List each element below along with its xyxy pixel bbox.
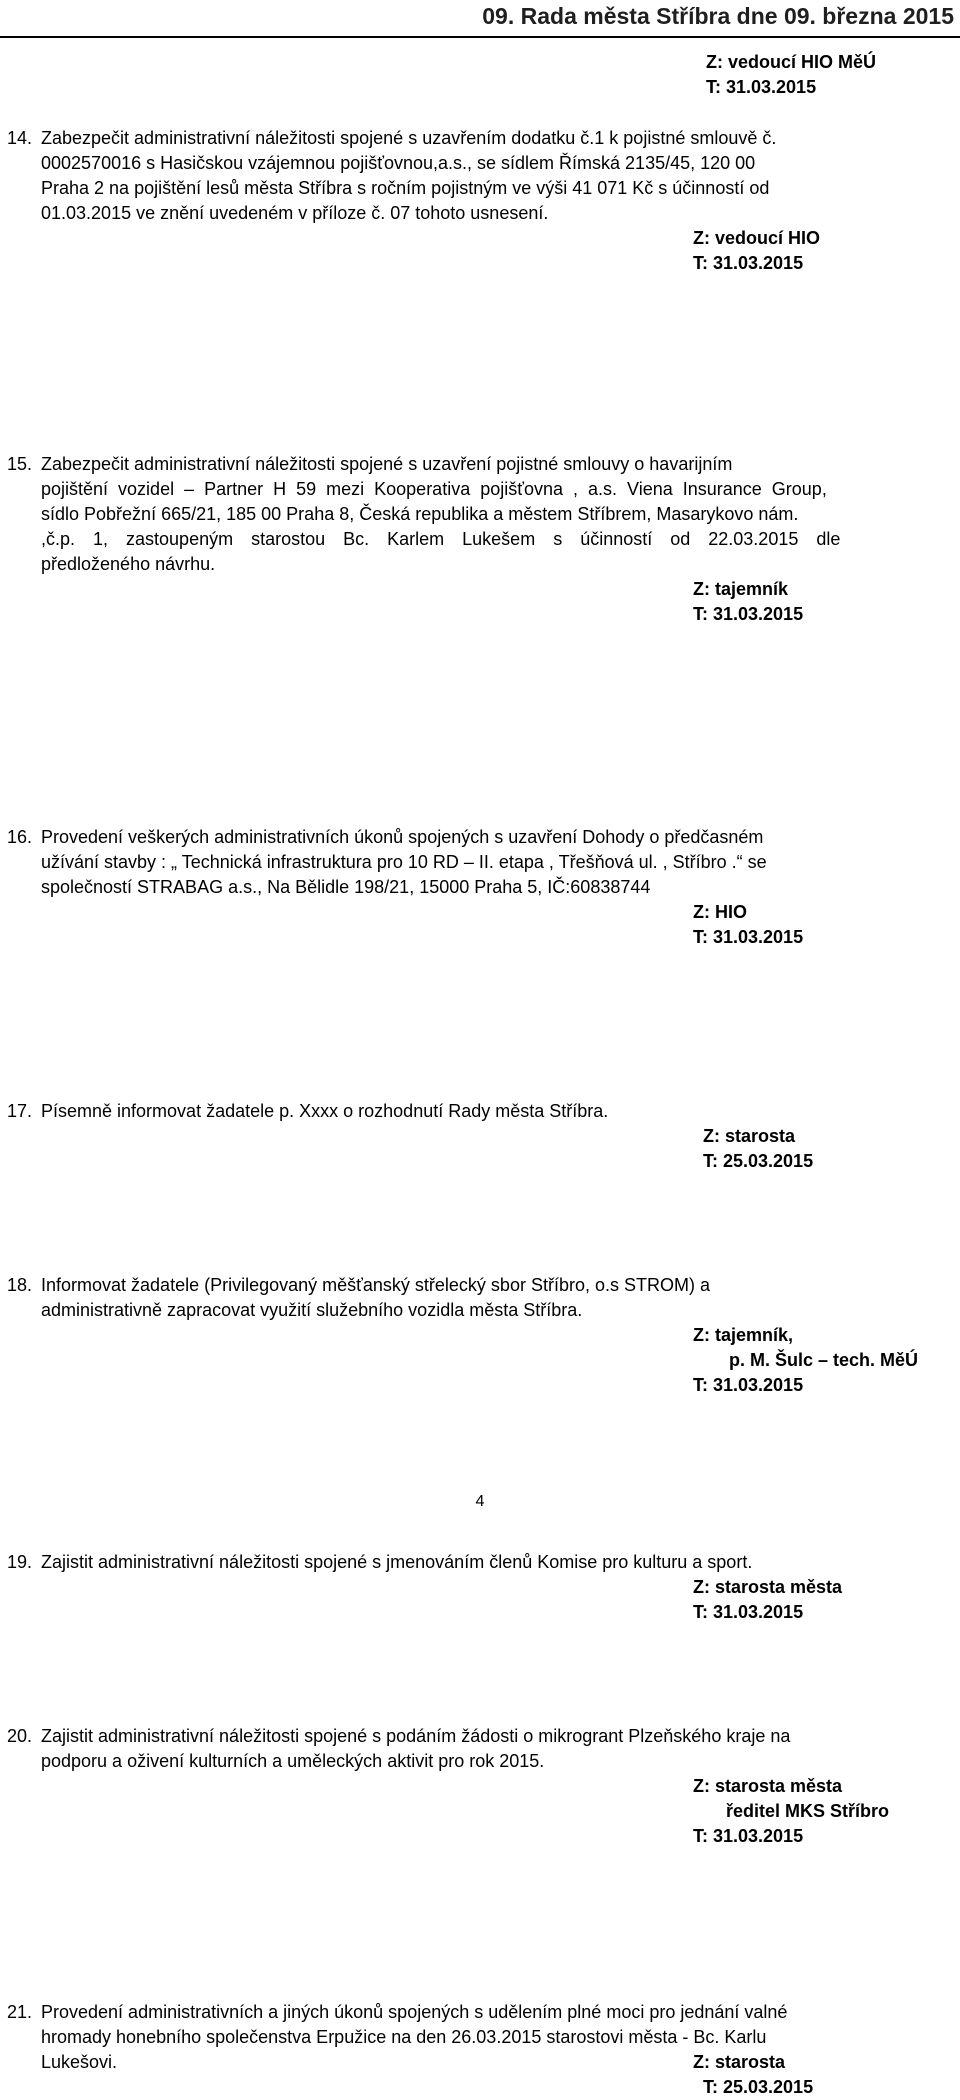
- resolution-item-19: [0, 1550, 960, 1625]
- responsible-label: Z: starosta města: [693, 1577, 843, 1597]
- item-number: 21.: [7, 2002, 33, 2022]
- deadline-label: T: 25.03.2015: [703, 2077, 814, 2097]
- responsible-label: Z: starosta: [703, 1126, 796, 1146]
- deadline-label: T: 31.03.2015: [693, 1602, 804, 1622]
- text-line: ,č.p. 1, zastoupeným starostou Bc. Karlem Lukešem s účinností od 22.03.2015 dle: [41, 529, 841, 549]
- resolution-item-14: [0, 126, 960, 276]
- responsible-label: Z: vedoucí HIO: [693, 228, 821, 248]
- text-line: společností STRABAG a.s., Na Bělidle 198/21, 15000 Praha 5, IČ:60838744: [41, 877, 651, 897]
- responsible-label: Z: starosta města: [693, 1776, 843, 1796]
- text-line: Písemně informovat žadatele p. Xxxx o rozhodnutí Rady města Stříbra.: [41, 1101, 609, 1121]
- text-line: užívání stavby : „ Technická infrastruktura pro 10 RD – II. etapa , Třešňová ul. , Stříbro .“ se: [41, 852, 767, 872]
- text-line: Informovat žadatele (Privilegovaný měšťanský střelecký sbor Stříbro, o.s STROM) a: [41, 1275, 710, 1295]
- text-line: Zabezpečit administrativní náležitosti spojené s uzavření pojistné smlouvy o havarijním: [41, 454, 733, 474]
- item-text: [41, 452, 956, 577]
- item-number: 20.: [7, 1726, 33, 1746]
- item-number: 16.: [7, 827, 33, 847]
- responsible-label-2: p. M. Šulc – tech. MěÚ: [729, 1350, 919, 1370]
- resolution-item-18: [0, 1273, 960, 1398]
- page-number: 4: [475, 1493, 485, 1510]
- responsible-label: Z: vedoucí HIO MěÚ: [706, 52, 877, 72]
- item-text: [41, 2000, 956, 2075]
- header-divider: [0, 36, 960, 38]
- item-text: [41, 1273, 956, 1323]
- deadline-label: T: 31.03.2015: [706, 77, 817, 97]
- item-text: [41, 825, 956, 900]
- text-line: Praha 2 na pojištění lesů města Stříbra s ročním pojistným ve výši 41 071 Kč s účinností od: [41, 178, 770, 198]
- text-line: pojištění vozidel – Partner H 59 mezi Kooperativa pojišťovna , a.s. Viena Insurance Group,: [41, 479, 827, 499]
- text-line: 0002570016 s Hasičskou vzájemnou pojišťovnou,a.s., se sídlem Římská 2135/45, 120 00: [41, 153, 756, 173]
- text-line: Lukešovi.: [41, 2052, 118, 2072]
- deadline-label: T: 25.03.2015: [703, 1151, 814, 1171]
- text-line: Zajistit administrativní náležitosti spojené s podáním žádosti o mikrogrant Plzeňského kraje na: [41, 1726, 791, 1746]
- deadline-label: T: 31.03.2015: [693, 1826, 804, 1846]
- resolution-item-17: [0, 1099, 960, 1174]
- item-text: [41, 1550, 956, 1575]
- text-line: Provedení veškerých administrativních úkonů spojených s uzavření Dohody o předčasném: [41, 827, 764, 847]
- item-text: [41, 1099, 956, 1124]
- deadline-label: T: 31.03.2015: [693, 253, 804, 273]
- deadline-label: T: 31.03.2015: [693, 604, 804, 624]
- text-line: hromady honebního společenstva Erpužice na den 26.03.2015 starostovi města - Bc. Karlu: [41, 2027, 767, 2047]
- item-number: 14.: [7, 128, 33, 148]
- text-line: 01.03.2015 ve znění uvedeném v příloze č. 07 tohoto usnesení.: [41, 203, 549, 223]
- text-line: podporu a oživení kulturních a uměleckých aktivit pro rok 2015.: [41, 1751, 545, 1771]
- text-line: předloženého návrhu.: [41, 554, 216, 574]
- responsible-label: Z: starosta: [693, 2052, 786, 2072]
- top-responsibility: [0, 50, 960, 100]
- resolution-item-15: [0, 452, 960, 627]
- text-line: Provedení administrativních a jiných úkonů spojených s udělením plné moci pro jednání valné: [41, 2002, 788, 2022]
- responsible-label-2: ředitel MKS Stříbro: [726, 1801, 890, 1821]
- text-line: administrativně zapracovat využití služebního vozidla města Stříbra.: [41, 1300, 583, 1320]
- responsible-label: Z: tajemník,: [693, 1325, 794, 1345]
- item-text: [41, 126, 956, 226]
- text-line: Zabezpečit administrativní náležitosti spojené s uzavřením dodatku č.1 k pojistné smlouvě č.: [41, 128, 777, 148]
- text-line: Zajistit administrativní náležitosti spojené s jmenováním členů Komise pro kulturu a sport.: [41, 1552, 753, 1572]
- item-number: 15.: [7, 454, 33, 474]
- responsible-label: Z: tajemník: [693, 579, 789, 599]
- deadline-label: T: 31.03.2015: [693, 927, 804, 947]
- item-number: 17.: [7, 1101, 33, 1121]
- responsible-label: Z: HIO: [693, 902, 747, 922]
- item-number: 19.: [7, 1552, 33, 1572]
- deadline-label: T: 31.03.2015: [693, 1375, 804, 1395]
- item-text: [41, 1724, 956, 1774]
- text-line: sídlo Pobřežní 665/21, 185 00 Praha 8, Česká republika a městem Stříbrem, Masarykovo nám.: [41, 504, 799, 524]
- resolution-item-20: [0, 1724, 960, 1849]
- page-header-title: 09. Rada města Stříbra dne 09. března 2015: [482, 3, 954, 29]
- resolution-item-21: [0, 2000, 960, 2100]
- resolution-item-16: [0, 825, 960, 950]
- item-number: 18.: [7, 1275, 33, 1295]
